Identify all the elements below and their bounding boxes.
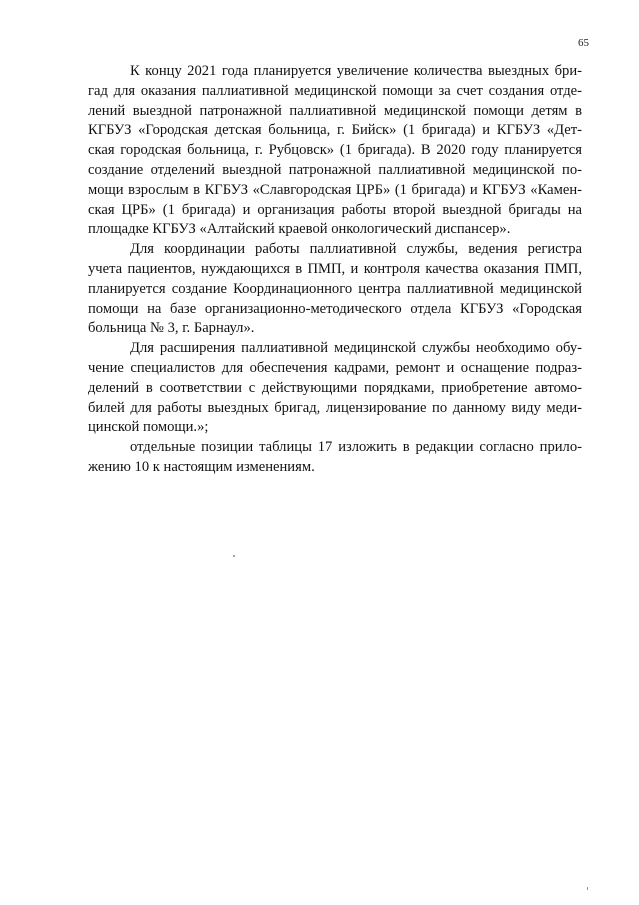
- text-line: цинской помощи.»;: [88, 419, 209, 436]
- text-line: Для координации работы паллиативной службы, ведения регистра: [130, 241, 582, 258]
- text-line: лений выездной патронажной паллиативной медицинской помощи детям в: [88, 102, 582, 119]
- text-line: гад для оказания паллиативной медицинской помощи за счет создания отде-: [88, 82, 582, 99]
- text-line: ская городская больница, г. Рубцовск» (1 бригада). В 2020 году планируется: [88, 142, 582, 159]
- text-line: учета пациентов, нуждающихся в ПМП, и контроля качества оказания ПМП,: [88, 260, 582, 277]
- text-line: делений в соответствии с действующими порядками, приобретение автомо-: [88, 379, 582, 396]
- text-line: больница № 3, г. Барнаул».: [88, 320, 255, 337]
- paragraph-4: [88, 438, 582, 478]
- text-line: жению 10 к настоящим изменениям.: [88, 458, 315, 475]
- paragraph-1: [88, 62, 582, 240]
- scan-speck: [587, 887, 588, 890]
- text-line: К концу 2021 года планируется увеличение количества выездных бри-: [130, 63, 582, 79]
- paragraph-3: [88, 339, 582, 438]
- page-number: 65: [578, 37, 589, 49]
- text-line: ская ЦРБ» (1 бригада) и организация работы второй выездной бригады на: [88, 201, 582, 218]
- text-line: помощи на базе организационно-методического отдела КГБУЗ «Городская: [88, 300, 582, 317]
- text-line: площадке КГБУЗ «Алтайский краевой онкологический диспансер».: [88, 221, 511, 238]
- text-line: планируется создание Координационного центра паллиативной медицинской: [88, 280, 582, 297]
- document-body: [88, 62, 582, 478]
- text-line: мощи взрослым в КГБУЗ «Славгородская ЦРБ» (1 бригада) и КГБУЗ «Камен-: [88, 181, 582, 198]
- text-line: чение специалистов для обеспечения кадрами, ремонт и оснащение подраз-: [88, 359, 582, 376]
- text-line: отдельные позиции таблицы 17 изложить в редакции согласно прило-: [130, 439, 582, 456]
- scan-speck: [233, 555, 235, 557]
- paragraph-2: [88, 240, 582, 339]
- text-line: КГБУЗ «Городская детская больница, г. Бийск» (1 бригада) и КГБУЗ «Дет-: [88, 122, 582, 139]
- text-line: создание отделений выездной патронажной паллиативной медицинской по-: [88, 161, 582, 178]
- text-line: билей для работы выездных бригад, лицензирование по данному виду меди-: [88, 399, 582, 416]
- text-line: Для расширения паллиативной медицинской службы необходимо обу-: [130, 340, 582, 357]
